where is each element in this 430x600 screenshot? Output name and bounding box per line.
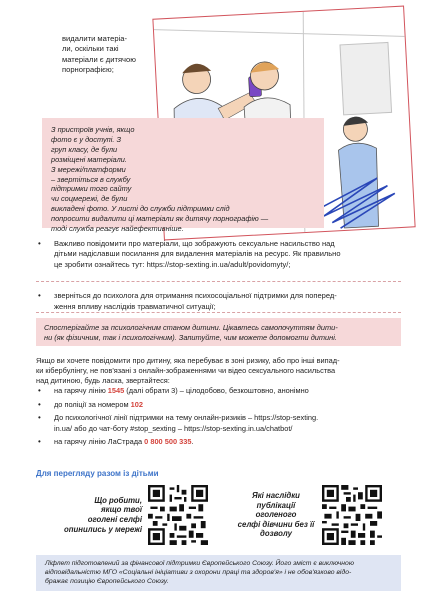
qr-left-label bbox=[56, 496, 142, 534]
contacts-intro-line: Якщо ви хочете повідомити про дитину, яка перебуває в зоні ризику, або про інші випад- bbox=[36, 356, 340, 365]
observe-child-box bbox=[36, 318, 401, 346]
tip-line: – звертіться в службу bbox=[51, 174, 131, 184]
contact-police bbox=[36, 400, 401, 411]
warn-line: Спостерігайте за психологічним станом дитини. Цікавтесь самопочуттям дити- bbox=[44, 323, 338, 332]
qr-block-left bbox=[56, 485, 208, 545]
contacts-intro-line: ки кібербулінгу, не пов'язані з онлайн-зображеннями чи відео сексуального насильства bbox=[36, 366, 336, 376]
dashed-divider bbox=[36, 312, 401, 313]
tip-line: підтримки того сайту bbox=[51, 184, 132, 194]
contact-text: in.ua/ або до чат-боту #stop_sexting – https://stop-sexting.in.ua/chatbot/ bbox=[54, 423, 293, 433]
tip-line: чи соцмережі, де були bbox=[51, 194, 128, 204]
bullet-line: дітьми надіславши посилання для видалення матеріалів на ресурс. Як правильно bbox=[54, 249, 341, 259]
qr-label-line: якщо твої bbox=[101, 505, 142, 515]
qr-label-line: селфі дівчини без її bbox=[237, 519, 315, 529]
advice-bullets bbox=[36, 239, 401, 312]
contact-text: на гарячу лінію ЛаСтрада bbox=[54, 437, 145, 447]
tip-line: груп класу, де були bbox=[51, 144, 118, 154]
qr-code-left[interactable] bbox=[148, 485, 208, 545]
bullet-line: це зробити ознайтесь тут: https://stop-sexting.in.ua/adult/povidomyty/; bbox=[54, 259, 291, 269]
qr-label-line: опинились у мережі bbox=[63, 524, 142, 534]
qr-label-line: публікації оголеного bbox=[255, 500, 297, 520]
tip-line: З мережі/платформи bbox=[51, 164, 126, 174]
footer-line: Ліфлет підготовлений за фінансової підтримки Європейського Союзу. Його зміст є виключною bbox=[45, 560, 354, 567]
intro-line: видалити матеріа- bbox=[62, 34, 127, 43]
qr-right-label bbox=[236, 491, 316, 539]
qr-label-line: Які наслідки bbox=[252, 491, 300, 501]
bullet-line: • зверніться до психолога для отримання психосоціальної підтримки для поперед- bbox=[54, 291, 337, 301]
warn-line: ни (як фізичним, так і психологічним). Запитуйте, чим можете допомогти дитині. bbox=[44, 332, 337, 342]
tip-line: викладені фото. У листі до служби підтримки слід bbox=[51, 204, 230, 214]
contact-text: . bbox=[191, 437, 194, 447]
dashed-divider bbox=[36, 281, 401, 282]
tip-line: розміщені матеріали. bbox=[51, 154, 127, 164]
contact-text: на гарячу лінію bbox=[54, 386, 108, 395]
qr-label-line: оголені селфі bbox=[87, 515, 142, 524]
footer-line: відповідальністю МГО «Соціальні ініціативи з охорони праці та здоров'я» і не обов'язково відо- bbox=[45, 568, 352, 576]
eu-funding-footer bbox=[36, 555, 401, 591]
footer-line: бражає позицію Європейського Союзу. bbox=[45, 577, 169, 585]
contact-text: до поліції за номером bbox=[54, 399, 131, 409]
intro-line: порнографією; bbox=[62, 65, 114, 75]
bullet-report-materials bbox=[36, 239, 401, 270]
police-number: 102 bbox=[130, 399, 143, 409]
tip-line: попросити видалити ці матеріали як дитячу порнографію — bbox=[51, 214, 269, 224]
contact-lastrada bbox=[36, 437, 401, 448]
qr-label-line: Що робити, bbox=[94, 495, 142, 505]
lastrada-number: 0 800 500 335 bbox=[144, 437, 192, 447]
contact-psych-line bbox=[36, 413, 401, 434]
intro-line: ли, оскільки такі bbox=[62, 44, 119, 54]
intro-text bbox=[62, 34, 152, 76]
contact-hotline-1545 bbox=[36, 386, 401, 397]
intro-line: матеріали є дитячою bbox=[62, 54, 136, 64]
view-with-children-heading: Для перегляду разом із дітьми bbox=[36, 469, 159, 478]
tip-line: З пристроїв учнів, якщо bbox=[51, 125, 135, 134]
qr-code-right[interactable] bbox=[322, 485, 382, 545]
qr-label-line: дозволу bbox=[260, 529, 292, 539]
contact-text: (далі обрати 3) – цілодобово, безкоштовно, анонімно bbox=[124, 386, 309, 395]
hotline-number: 1545 bbox=[107, 386, 125, 395]
bullet-line: ження впливу наслідків травматичної ситуації; bbox=[54, 301, 216, 311]
bullet-psychologist bbox=[36, 291, 401, 312]
contact-text: • До психологічної лінії підтримки на тему онлайн-ризиків – https://stop-sexting. bbox=[54, 413, 319, 423]
bullet-line: • Важливо повідомити про матеріали, що зображують сексуальне насильство над bbox=[54, 239, 335, 248]
tip-line: тоді служба реагує найефективніше. bbox=[51, 224, 184, 234]
contacts-intro-line: над дитиною, будь ласка, звертайтеся: bbox=[36, 376, 170, 386]
qr-block-right bbox=[236, 485, 382, 545]
contacts-intro bbox=[36, 356, 401, 387]
tip-box bbox=[42, 118, 324, 234]
tip-line: фото є у доступі. З bbox=[51, 134, 122, 144]
contacts-list bbox=[36, 386, 401, 451]
